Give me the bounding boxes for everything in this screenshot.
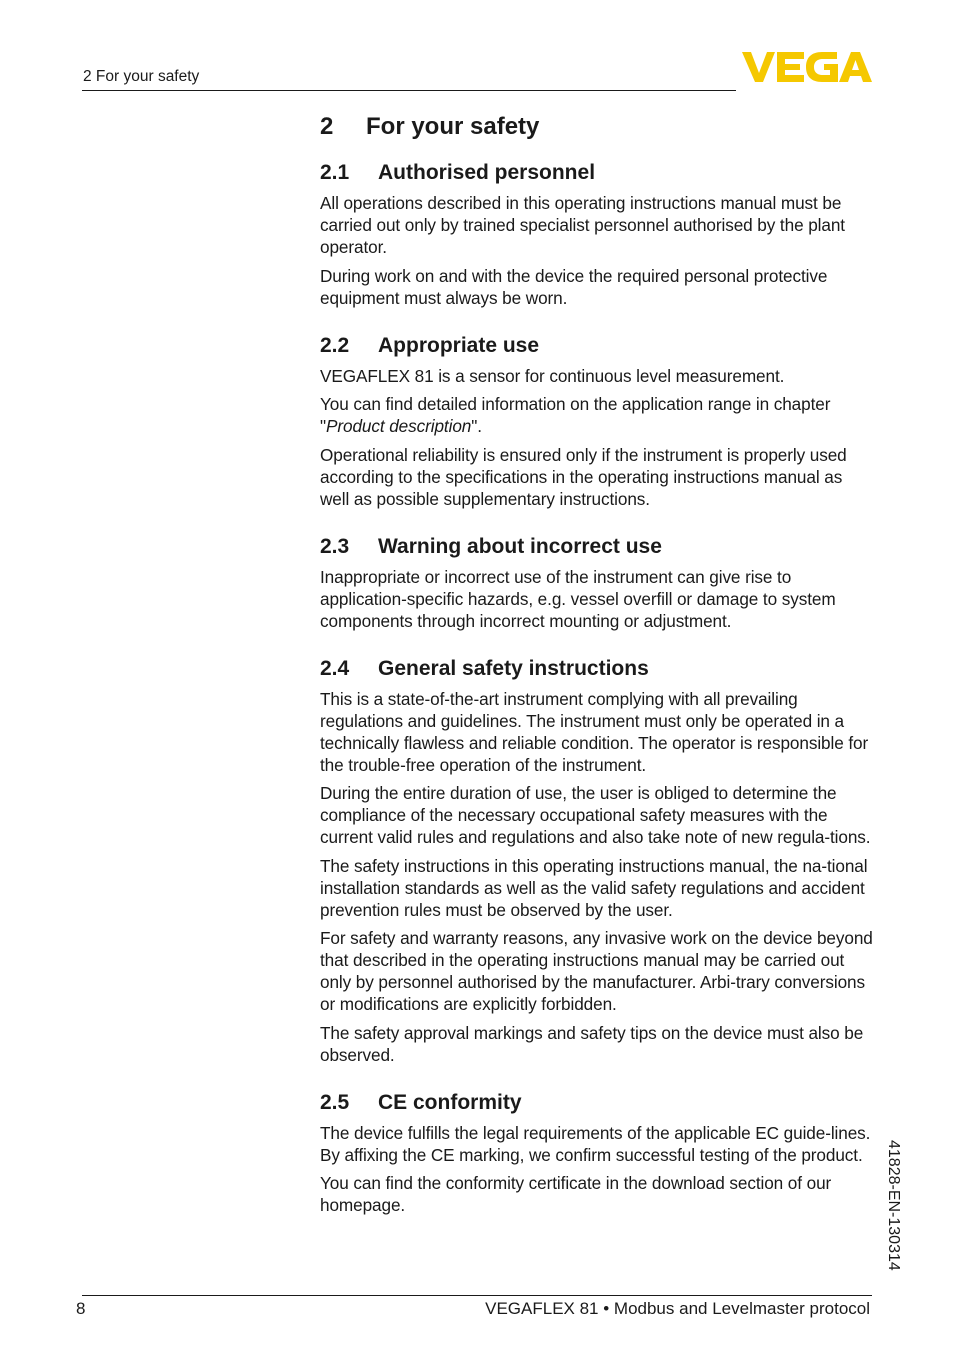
paragraph: All operations described in this operating instructions manual must be carried out only by trained specialist personnel authorised by the plant operator. <box>320 193 845 257</box>
section-heading <box>320 534 876 560</box>
chapter-title: For your safety <box>366 113 540 140</box>
section-heading <box>320 1090 876 1116</box>
header-rule <box>82 90 736 91</box>
document-code: 41828-EN-130314 <box>885 1140 902 1271</box>
section-title: Appropriate use <box>378 333 540 357</box>
paragraph: Operational reliability is ensured only if the instrument is properly used according to the specifications in the operating instructions manual as well as possible supplementary instructions. <box>320 444 847 509</box>
section-ce-conformity <box>320 1090 876 1217</box>
footer-rule <box>82 1295 872 1296</box>
paragraph: VEGAFLEX 81 is a sensor for continuous level measurement. <box>320 365 785 386</box>
footer-title: VEGAFLEX 81 • Modbus and Levelmaster protocol <box>485 1299 870 1318</box>
section-number: 2.3 <box>320 534 350 558</box>
running-title: 2 For your safety <box>83 68 200 85</box>
section-authorised-personnel <box>320 160 876 309</box>
section-number: 2.5 <box>320 1090 350 1114</box>
chapter-reference: Product description <box>326 416 472 436</box>
section-number: 2.2 <box>320 333 350 357</box>
section-title: General safety instructions <box>378 656 649 680</box>
vega-logo <box>742 51 872 83</box>
chapter-heading <box>320 112 876 142</box>
paragraph: The device fulfills the legal requirements of the applicable EC guide-lines. By affixing the CE marking, we confirm successful testing of the product. <box>320 1122 871 1165</box>
paragraph-text: You can find detailed information on the application range in chapter <box>320 394 831 414</box>
section-warning-incorrect-use <box>320 534 876 632</box>
section-title: Warning about incorrect use <box>378 534 662 558</box>
chapter-number: 2 <box>320 113 334 140</box>
paragraph: The safety instructions in this operating instructions manual, the na-tional installation standards as well as the valid safety regulations and accident prevention rules must be observed by the user. <box>320 855 868 920</box>
section-heading <box>320 656 876 682</box>
section-appropriate-use <box>320 333 876 510</box>
paragraph: This is a state-of-the-art instrument complying with all prevailing regulations and guidelines. The instrument must only be operated in a technically flawless and reliable condition. The operator is responsible for the trouble-free operation of the instrument. <box>320 688 869 775</box>
page-content <box>320 112 876 1240</box>
section-general-safety <box>320 656 876 1066</box>
page-number: 8 <box>76 1299 86 1318</box>
paragraph: For safety and warranty reasons, any invasive work on the device beyond that described in the operating instructions manual may be carried out only by personnel authorised by the manufacturer. Arbi-trary conversions or modifications are explicitly forbidden. <box>320 928 873 1014</box>
paragraph: The safety approval markings and safety tips on the device must also be observed. <box>320 1022 864 1065</box>
paragraph: Inappropriate or incorrect use of the instrument can give rise to application-specific hazards, e.g. vessel overfill or damage to system components through incorrect mounting or adjustment. <box>320 566 836 631</box>
section-title: CE conformity <box>378 1090 522 1114</box>
section-heading <box>320 160 876 186</box>
section-title: Authorised personnel <box>378 161 596 184</box>
section-number: 2.1 <box>320 161 350 184</box>
section-heading <box>320 333 876 359</box>
paragraph: During work on and with the device the required personal protective equipment must always be worn. <box>320 265 828 308</box>
section-number: 2.4 <box>320 656 350 680</box>
paragraph: During the entire duration of use, the user is obliged to determine the compliance of the necessary occupational safety measures with the current valid rules and regulations and also take note of new regula-tions. <box>320 783 871 847</box>
paragraph: You can find detailed information on the application range in chapter "Product description". <box>320 394 831 436</box>
paragraph: You can find the conformity certificate in the download section of our homepage. <box>320 1173 832 1215</box>
